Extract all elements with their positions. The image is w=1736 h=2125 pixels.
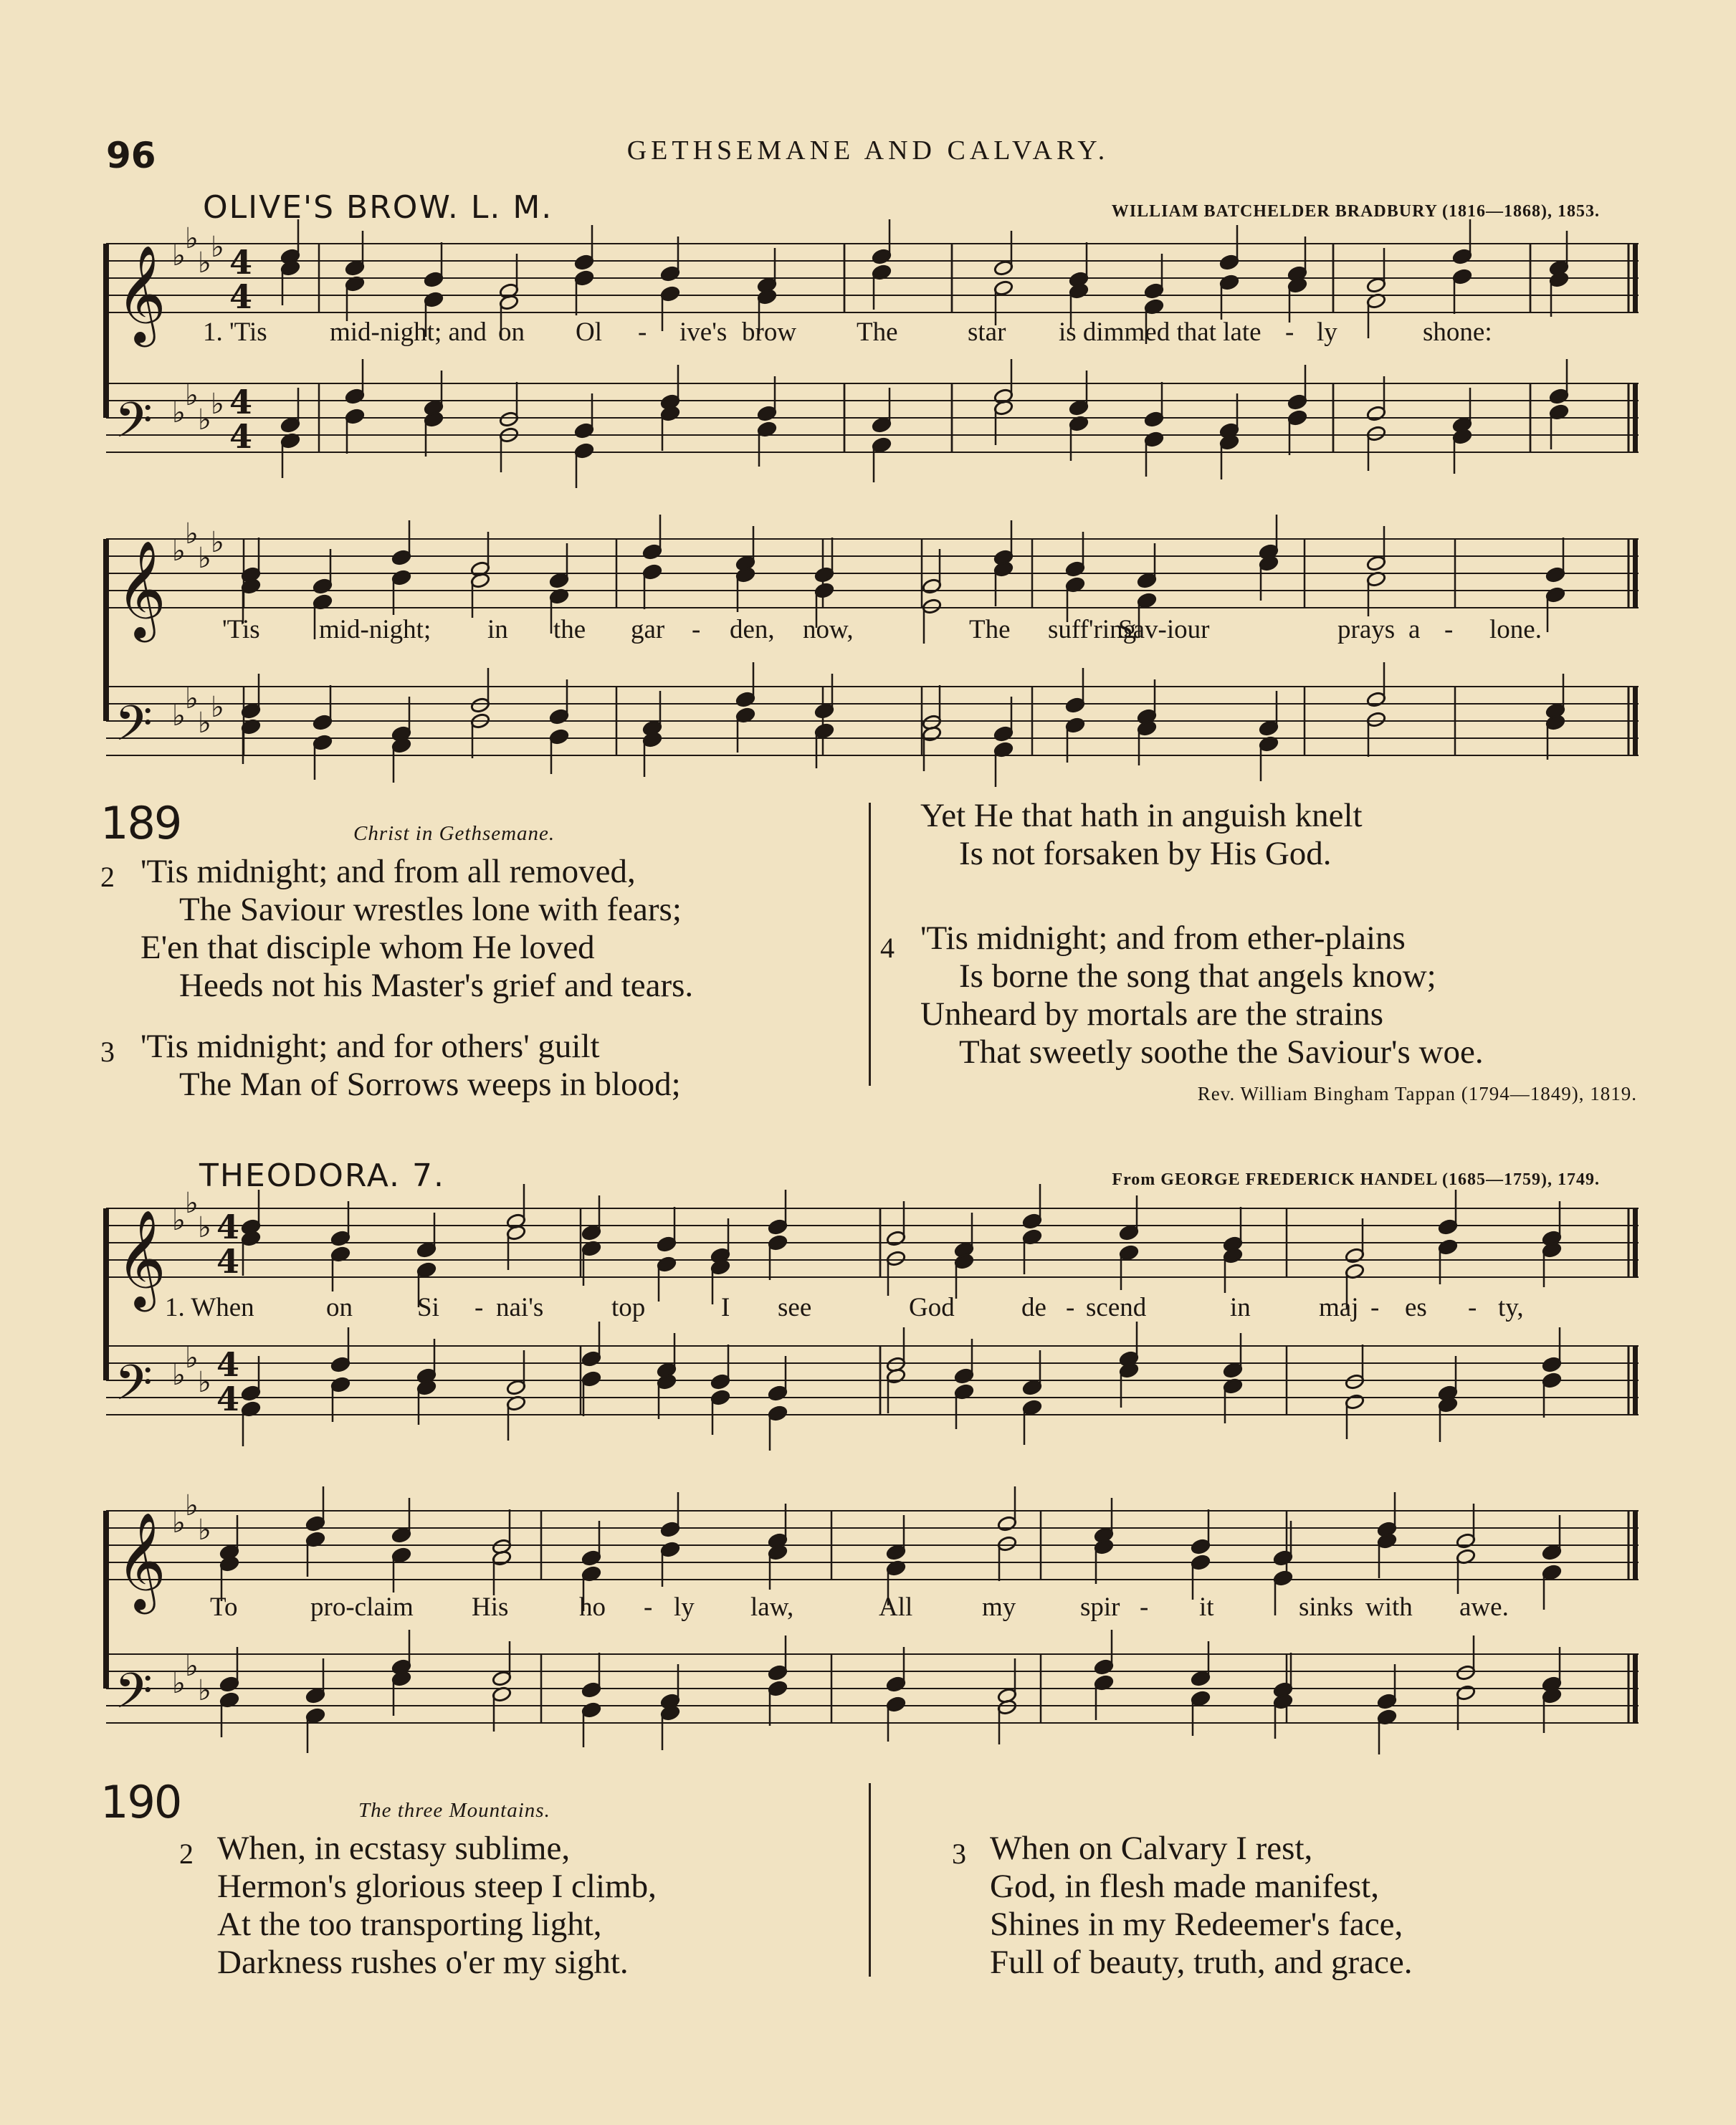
lyric-syllable: see [778, 1293, 812, 1322]
lyric-syllable: - [1370, 1293, 1380, 1322]
flat-icon: ♭ [198, 403, 211, 436]
verse-line: Darkness rushes o'er my sight. [217, 1944, 629, 1981]
time-signature-lower: 4 [216, 1242, 240, 1281]
flat-icon: ♭ [185, 1187, 199, 1220]
verse-line: Shines in my Redeemer's face, [990, 1906, 1403, 1943]
verse-line: Unheard by mortals are the strains [920, 995, 1384, 1033]
lyric-syllable: - [692, 615, 701, 644]
time-signature-upper: 4 [216, 1345, 240, 1384]
flat-icon: ♭ [172, 535, 186, 568]
hymn-number-190: 190 [100, 1776, 181, 1828]
flat-icon: ♭ [185, 379, 199, 412]
time-signature-lower: 4 [216, 1380, 240, 1418]
lyric-syllable: my [982, 1592, 1016, 1622]
flat-icon: ♭ [198, 1211, 211, 1244]
lyric-syllable: Sav-iour [1118, 615, 1210, 644]
verse-line: Yet He that hath in anguish knelt [920, 797, 1363, 834]
lyric-syllable: God [909, 1293, 955, 1322]
lyric-syllable: The [969, 615, 1011, 644]
verse-number: 3 [952, 1838, 966, 1870]
lyric-syllable: - [1285, 317, 1294, 347]
lyric-syllable: top [611, 1293, 646, 1322]
flat-icon: ♭ [172, 396, 186, 429]
lyric-syllable: All [879, 1592, 913, 1622]
lyric-syllable: in [1230, 1293, 1251, 1322]
final-barline [1633, 1346, 1638, 1415]
verse-line: At the too transporting light, [217, 1906, 602, 1943]
lyric-syllable: maj [1319, 1293, 1359, 1322]
lyric-syllable: - [1140, 1592, 1149, 1622]
flat-icon: ♭ [172, 1204, 186, 1237]
lyric-syllable: Si [417, 1293, 439, 1322]
column-divider [869, 803, 871, 1086]
time-signature-lower: 4 [229, 417, 253, 456]
lyric-syllable: nai's [496, 1293, 544, 1322]
bass-clef-icon: 𝄢 [115, 1355, 153, 1423]
flat-icon: ♭ [198, 247, 211, 280]
lyric-syllable: - [1444, 615, 1454, 644]
lyric-syllable: the [553, 615, 586, 644]
lyric-syllable: - [644, 1592, 653, 1622]
lyric-syllable: ly [1317, 317, 1337, 347]
flat-icon: ♭ [198, 542, 211, 575]
final-barline [1633, 1654, 1638, 1723]
lyric-syllable: on [326, 1293, 353, 1322]
flat-icon: ♭ [211, 691, 224, 724]
flat-icon: ♭ [185, 682, 199, 715]
lyric-syllable: is dimmed that late [1059, 317, 1262, 347]
column-divider [869, 1783, 871, 1977]
hymn-subtitle-189: Christ in Gethsemane. [353, 822, 555, 845]
final-barline [1633, 383, 1638, 452]
verse-line: 'Tis midnight; and from all removed, [140, 853, 636, 890]
lyric-syllable: in [487, 615, 508, 644]
lyric-syllable: - [474, 1293, 484, 1322]
treble-clef-icon: 𝄞 [116, 1208, 166, 1307]
flat-icon: ♭ [172, 1506, 186, 1539]
hymn-author: Rev. William Bingham Tappan (1794—1849), 1819. [1197, 1083, 1637, 1104]
flat-icon: ♭ [211, 231, 224, 264]
bass-clef-icon: 𝄢 [115, 1663, 153, 1732]
lyric-syllable: star [968, 317, 1006, 347]
lyric-syllable: ive's [679, 317, 728, 347]
verse-line: E'en that disciple whom He loved [140, 929, 595, 966]
verse-number: 3 [100, 1036, 115, 1068]
final-barline [1633, 244, 1638, 312]
lyric-syllable: gar [631, 615, 665, 644]
time-signature-upper: 4 [229, 383, 253, 421]
lyric-syllable: scend [1086, 1293, 1147, 1322]
flat-icon: ♭ [211, 526, 224, 559]
treble-clef-icon: 𝄞 [116, 539, 166, 638]
tune-title-olives-brow: OLIVE'S BROW. L. M. [203, 189, 553, 226]
lyric-syllable: I [721, 1293, 730, 1322]
lyric-syllable: The [857, 317, 898, 347]
flat-icon: ♭ [185, 517, 199, 550]
lyric-syllable: ly [674, 1592, 695, 1622]
lyric-syllable: lone. [1489, 615, 1542, 644]
verse-number: 2 [179, 1838, 194, 1870]
tune-composer-handel: From GEORGE FREDERICK HANDEL (1685—1759), 1749. [1112, 1170, 1600, 1189]
lyric-syllable: es [1405, 1293, 1427, 1322]
lyric-syllable: 'Tis [222, 615, 260, 644]
lyric-syllable: mid-night; and [330, 317, 487, 347]
verse-line: 'Tis midnight; and from ether-plains [920, 920, 1406, 957]
lyric-syllable: To [210, 1592, 238, 1622]
flat-icon: ♭ [211, 388, 224, 421]
final-barline [1633, 539, 1638, 608]
lyric-syllable: prays [1337, 615, 1396, 644]
hymn-number-189: 189 [100, 797, 181, 849]
bass-clef-icon: 𝄢 [115, 393, 153, 461]
verse-line: Hermon's glorious steep I climb, [217, 1868, 657, 1905]
lyric-syllable: sinks [1299, 1592, 1354, 1622]
flat-icon: ♭ [185, 222, 199, 255]
lyric-syllable: pro-claim [310, 1592, 414, 1622]
lyric-syllable: it [1199, 1592, 1214, 1622]
verse-line: That sweetly soothe the Saviour's woe. [959, 1033, 1484, 1071]
page-number: 96 [106, 135, 156, 176]
verse-line: 'Tis midnight; and for others' guilt [140, 1028, 600, 1065]
lyric-syllable: awe. [1459, 1592, 1509, 1622]
flat-icon: ♭ [198, 1514, 211, 1547]
verse-line: When on Calvary I rest, [990, 1830, 1313, 1867]
verse-line: Is borne the song that angels know; [959, 958, 1436, 995]
lyric-syllable: 1. When [165, 1293, 254, 1322]
treble-clef-icon: 𝄞 [116, 1511, 166, 1610]
flat-icon: ♭ [198, 707, 211, 740]
lyric-syllable: mid-night; [319, 615, 431, 644]
lyric-syllable: law, [750, 1592, 794, 1622]
lyric-syllable: His [472, 1592, 509, 1622]
lyric-syllable: de [1021, 1293, 1046, 1322]
final-barline [1633, 1208, 1638, 1277]
verse-number: 4 [880, 932, 895, 964]
flat-icon: ♭ [185, 1650, 199, 1683]
lyric-syllable: on [498, 317, 525, 347]
verse-line: When, in ecstasy sublime, [217, 1830, 571, 1867]
lyric-syllable: Ol [576, 317, 602, 347]
hymn-subtitle-190: The three Mountains. [358, 1799, 550, 1822]
final-barline [1633, 687, 1638, 755]
flat-icon: ♭ [172, 239, 186, 272]
flat-icon: ♭ [185, 1489, 199, 1522]
lyric-syllable: den, [730, 615, 775, 644]
time-signature-upper: 4 [216, 1208, 240, 1246]
verse-line: Full of beauty, truth, and grace. [990, 1944, 1413, 1981]
verse-line: Is not forsaken by His God. [959, 835, 1332, 872]
lyric-syllable: shone: [1423, 317, 1492, 347]
flat-icon: ♭ [172, 1667, 186, 1700]
time-signature-lower: 4 [229, 277, 253, 316]
verse-line: Heeds not his Master's grief and tears. [179, 967, 694, 1004]
running-head: GETHSEMANE AND CALVARY. [626, 135, 1110, 166]
verse-line: God, in flesh made manifest, [990, 1868, 1379, 1905]
tune-composer-bradbury: WILLIAM BATCHELDER BRADBURY (1816—1868), 1853. [1111, 202, 1600, 221]
lyric-syllable: - [1468, 1293, 1477, 1322]
time-signature-upper: 4 [229, 243, 253, 282]
lyric-syllable: with [1365, 1592, 1413, 1622]
verse-number: 2 [100, 861, 115, 893]
lyric-syllable: spir [1080, 1592, 1120, 1622]
lyric-syllable: a [1408, 615, 1421, 644]
lyric-syllable: suff'ring [1048, 615, 1137, 644]
lyric-syllable: - [638, 317, 647, 347]
final-barline [1633, 1511, 1638, 1580]
verse-line: The Man of Sorrows weeps in blood; [179, 1066, 681, 1103]
treble-clef-icon: 𝄞 [116, 244, 166, 343]
flat-icon: ♭ [185, 1342, 199, 1375]
tune-title-theodora: THEODORA. 7. [199, 1157, 445, 1194]
flat-icon: ♭ [198, 1366, 211, 1399]
lyric-syllable: brow [742, 317, 797, 347]
lyric-syllable: ty, [1498, 1293, 1524, 1322]
verse-line: The Saviour wrestles lone with fears; [179, 891, 682, 928]
lyric-syllable: 1. 'Tis [203, 317, 267, 347]
flat-icon: ♭ [172, 1359, 186, 1392]
flat-icon: ♭ [172, 699, 186, 732]
lyric-syllable: - [1066, 1293, 1075, 1322]
bass-clef-icon: 𝄢 [115, 696, 153, 764]
flat-icon: ♭ [198, 1674, 211, 1707]
lyric-syllable: now, [803, 615, 854, 644]
lyric-syllable: ho [579, 1592, 606, 1622]
